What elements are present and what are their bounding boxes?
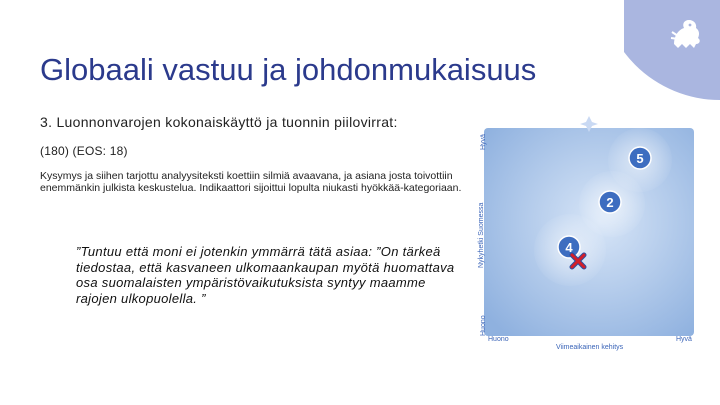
section-heading: 3. Luonnonvarojen kokonaiskäyttö ja tuonnin piilovirrat: bbox=[40, 114, 398, 130]
position-chart bbox=[472, 108, 704, 360]
corner-decoration bbox=[624, 0, 720, 100]
eos-count: (180) (EOS: 18) bbox=[40, 144, 128, 158]
x-axis-right-label: Hyvä bbox=[676, 336, 692, 343]
page-title: Globaali vastuu ja johdonmukaisuus bbox=[40, 52, 537, 87]
y-axis-bottom-label: Huono bbox=[480, 315, 487, 336]
quote-text: ”Tuntuu että moni ei jotenkin ymmärrä tätä asiaa: ”On tärkeä tiedostaa, että kasvaneen ulkomaankaupan myötä huomattava osa suomalaisten ympäristövaikutuksista syntyy maamme rajojen ulkopuolella. ” bbox=[76, 244, 455, 306]
x-axis-title: Viimeaikainen kehitys bbox=[556, 344, 624, 351]
bubble-4-label: 4 bbox=[565, 240, 573, 255]
y-axis-top-label: Hyvä bbox=[480, 134, 487, 150]
bubble-5-label: 5 bbox=[636, 151, 644, 166]
description-text: Kysymys ja siihen tarjottu analyysiteksti koettiin silmiä avaavana, ja asiana josta toivottiin enemmänkin julkista keskustelua. Indikaattori sijoittui lopulta niukasti hyökkää-kategoriaan. bbox=[40, 170, 462, 194]
x-axis-left-label: Huono bbox=[488, 336, 509, 343]
bubble-2-label: 2 bbox=[606, 195, 614, 210]
y-axis-title: Nykyhetki Suomessa bbox=[478, 202, 485, 268]
lion-emblem-icon bbox=[666, 14, 706, 54]
chart-svg bbox=[472, 108, 704, 360]
